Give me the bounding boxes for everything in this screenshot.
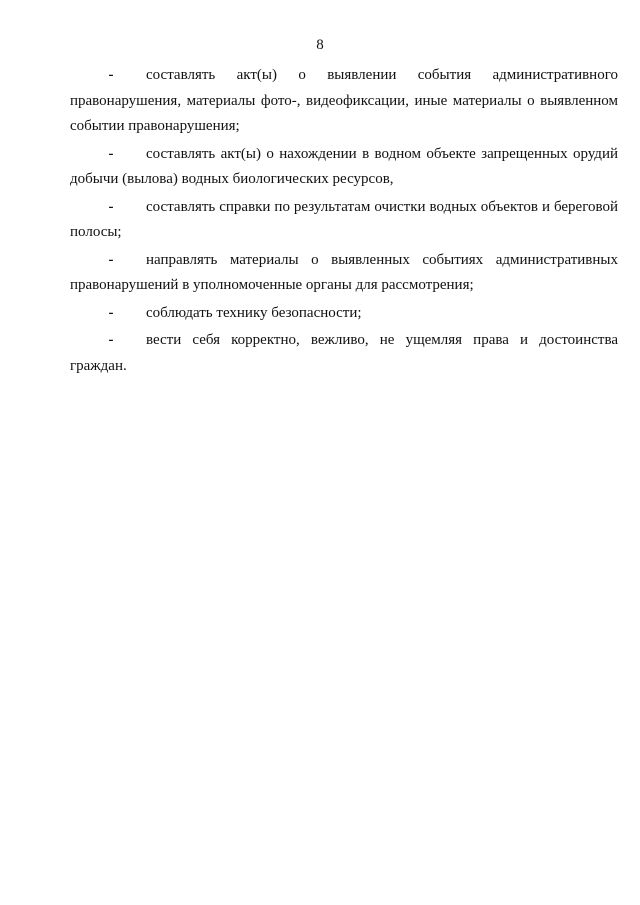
list-item-text: вести себя корректно, вежливо, не ущемляя права и достоинства граждан. [70,332,618,374]
list-item [70,63,618,140]
list-item [70,142,618,193]
list-item [70,328,618,379]
list-item [70,248,618,299]
list-item-text: составлять справки по результатам очистки водных объектов и береговой полосы; [70,198,618,240]
list-item-text: направлять материалы о выявленных событиях административных правонарушений в уполномоченные органы для рассмотрения; [70,251,618,293]
list-bullet: - [108,145,114,162]
list-bullet: - [108,67,114,83]
list-item-text: составлять акт(ы) о выявлении события административного правонарушения, материалы фото-, видеофиксации, иные материалы о выявленном событии правонарушения; [70,67,618,134]
list-item-text: составлять акт(ы) о нахождении в водном объекте запрещенных орудий добычи (вылова) водных биологических ресурсов, [70,145,618,187]
list-bullet: - [108,251,114,268]
list-bullet: - [108,304,114,321]
list-item [70,195,618,246]
list-bullet: - [108,332,114,348]
page-number: 8 [316,37,324,53]
list-item [70,301,618,327]
list-bullet: - [108,198,114,215]
list-item-text: соблюдать технику безопасности; [146,304,362,321]
duties-list [70,63,618,381]
